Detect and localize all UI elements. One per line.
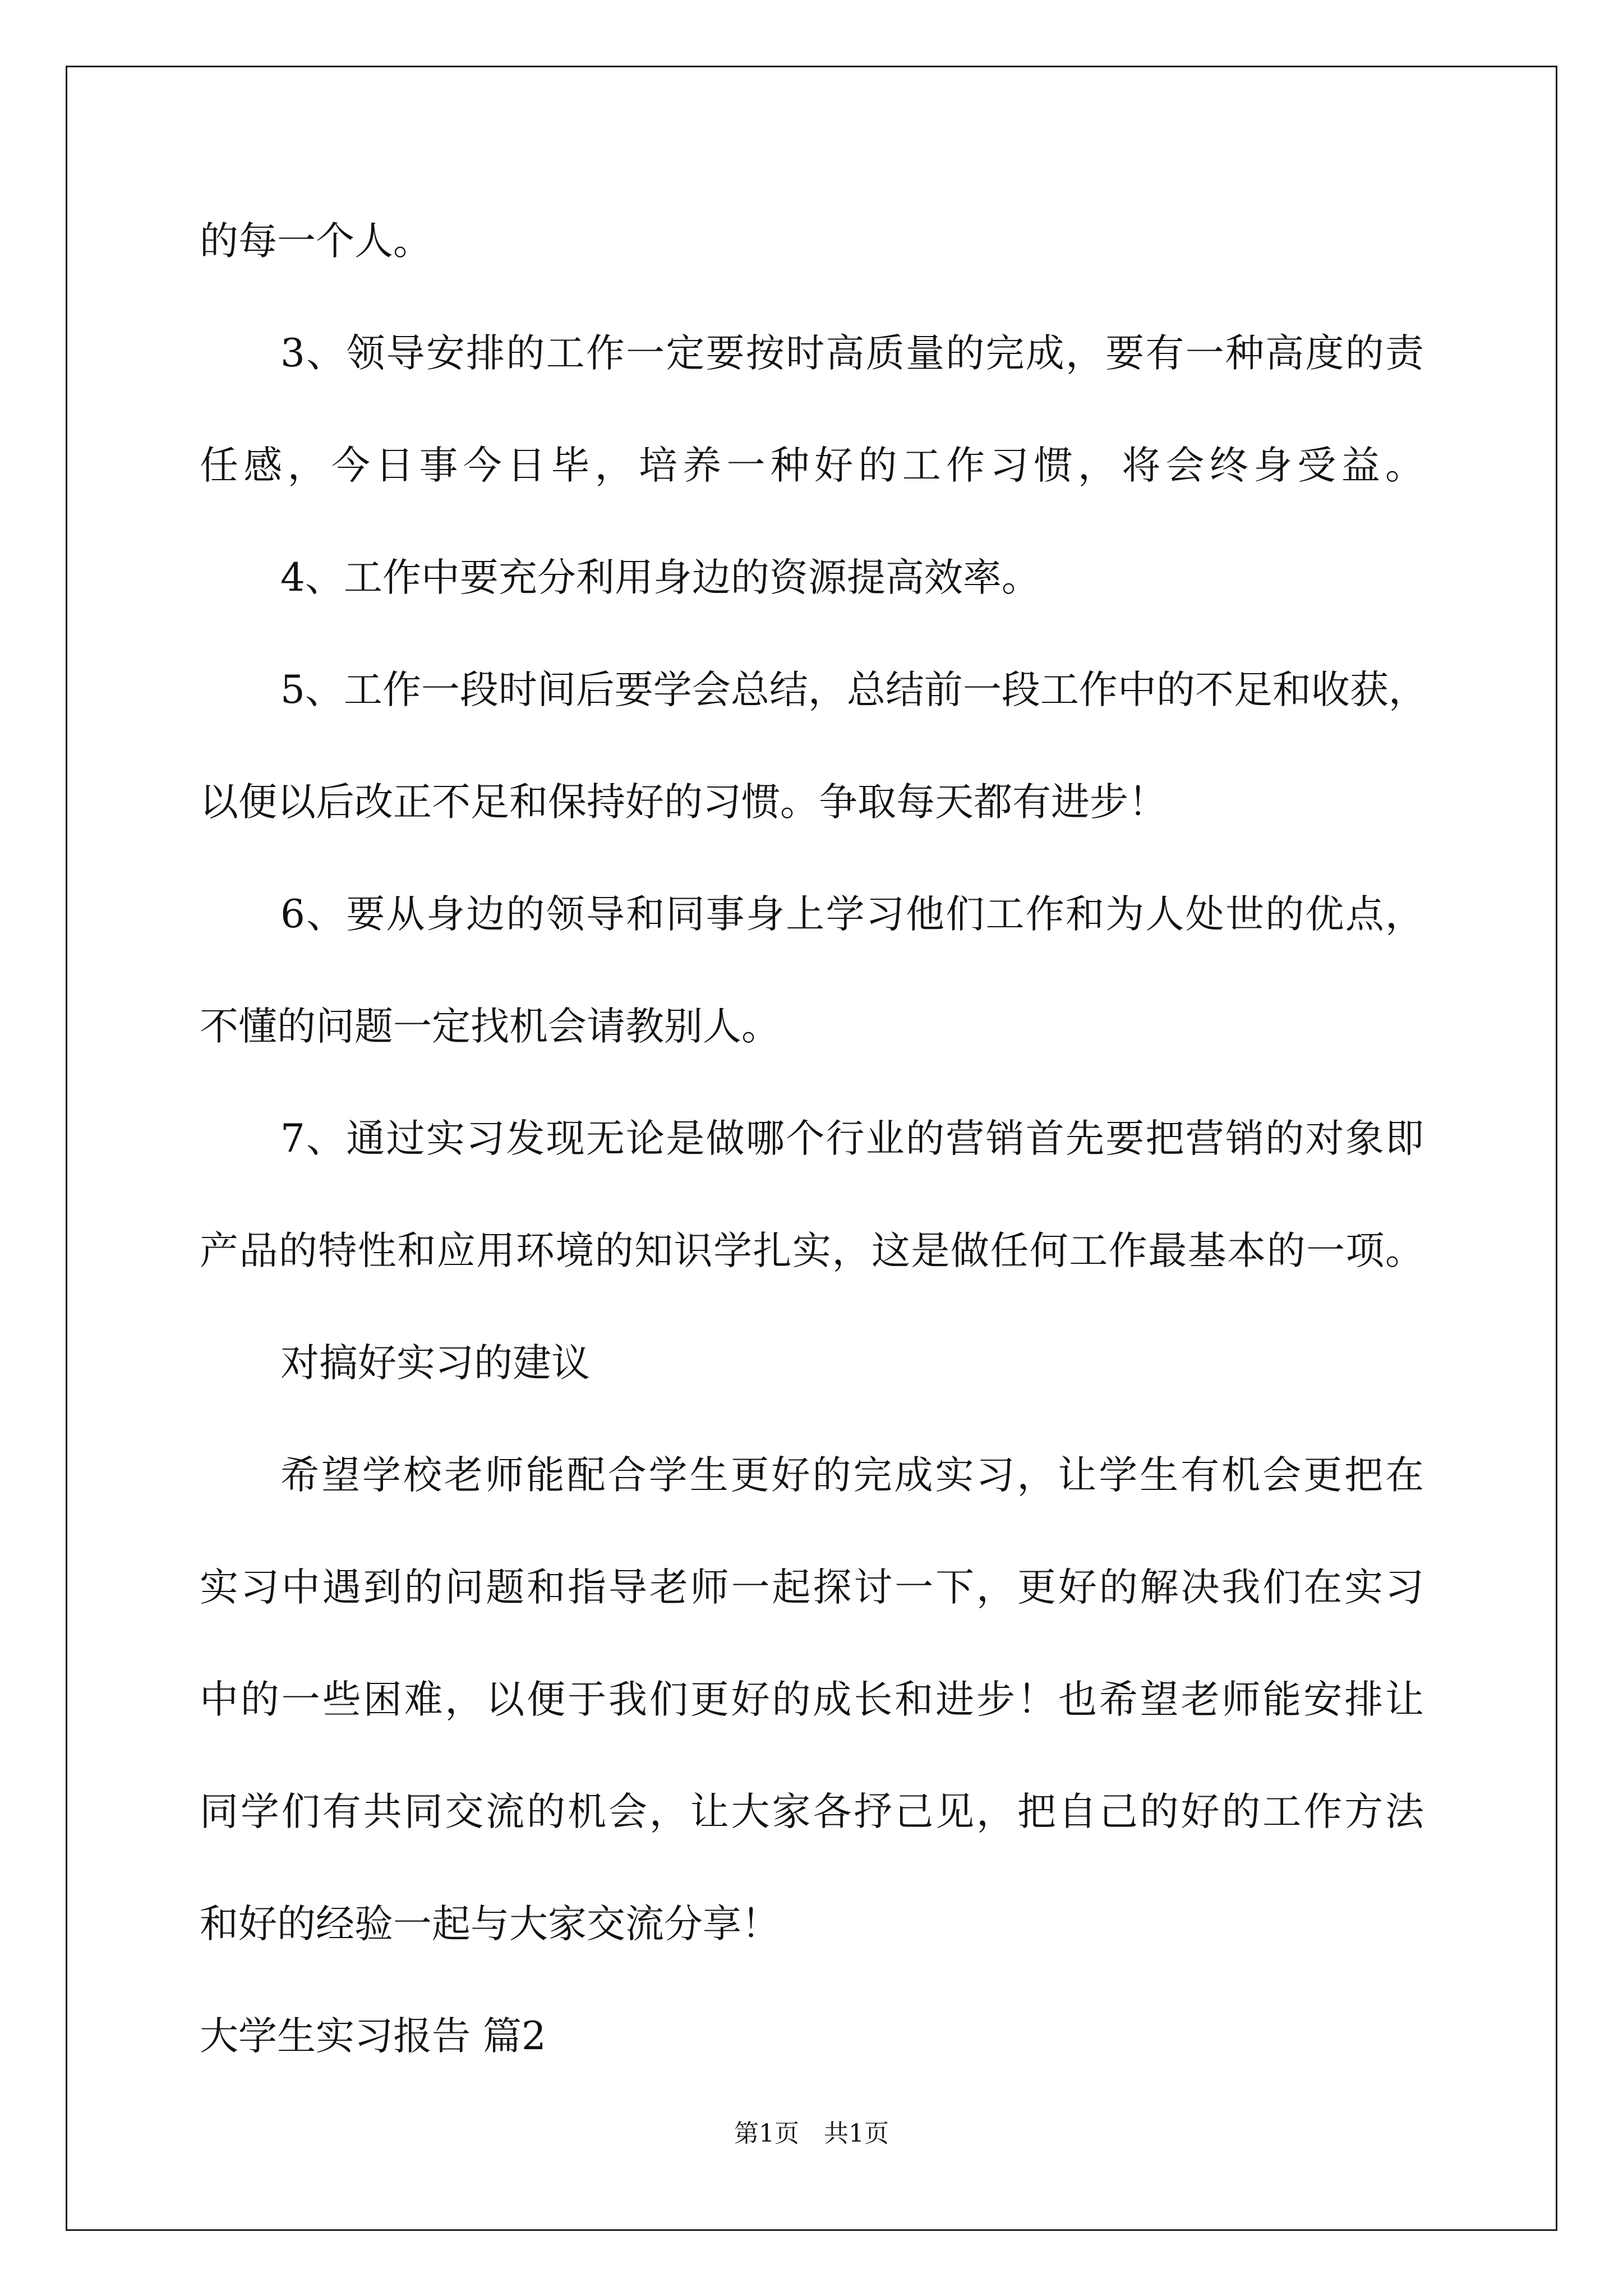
text-line: 中的一些困难，以便于我们更好的成长和进步！也希望老师能安排让 — [200, 1677, 1424, 1722]
text-line: 以便以后改正不足和保持好的习惯。争取每天都有进步！ — [200, 780, 1167, 825]
text-line: 同学们有共同交流的机会，让大家各抒己见，把自己的好的工作方法 — [200, 1789, 1424, 1834]
text-line: 任感，今日事今日毕，培养一种好的工作习惯，将会终身受益。 — [200, 443, 1424, 488]
text-line: 5、工作一段时间后要学会总结，总结前一段工作中的不足和收获， — [280, 668, 1427, 712]
text-line: 6、要从身边的领导和同事身上学习他们工作和为人处世的优点， — [280, 892, 1424, 937]
text-line: 不懂的问题一定找机会请教别人。 — [200, 1004, 780, 1049]
text-line: 希望学校老师能配合学生更好的完成实习，让学生有机会更把在 — [280, 1453, 1424, 1498]
page-number: 第1页 共1页 — [734, 2119, 889, 2148]
text-line: 的每一个人。 — [200, 219, 432, 264]
text-line: 实习中遇到的问题和指导老师一起探讨一下，更好的解决我们在实习 — [200, 1565, 1424, 1610]
document-title: 大学生实习报告 篇2 — [200, 2014, 546, 2059]
section-heading: 对搞好实习的建议 — [280, 1341, 590, 1386]
text-line: 7、通过实习发现无论是做哪个行业的营销首先要把营销的对象即 — [280, 1116, 1424, 1161]
text-line: 产品的特性和应用环境的知识学扎实，这是做任何工作最基本的一项。 — [200, 1228, 1424, 1273]
text-line: 4、工作中要充分利用身边的资源提高效率。 — [280, 555, 1040, 600]
text-line: 3、领导安排的工作一定要按时高质量的完成，要有一种高度的责 — [280, 331, 1424, 376]
text-line: 和好的经验一起与大家交流分享！ — [200, 1902, 780, 1947]
